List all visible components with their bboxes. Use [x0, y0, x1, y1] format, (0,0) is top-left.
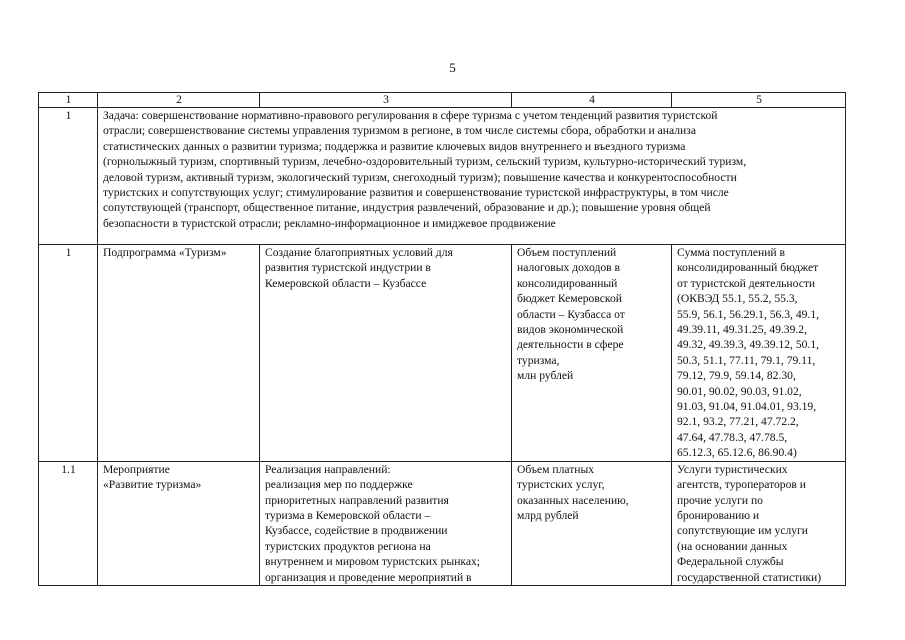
subprogram-name: [98, 245, 260, 462]
activity-description: [260, 461, 512, 585]
activity-name: [98, 461, 260, 585]
cell-line: Услуги туристических: [677, 462, 788, 476]
cell-line: 92.1, 93.2, 77.21, 47.72.2,: [677, 415, 799, 429]
cell-line: 50.3, 51.1, 77.11, 79.1, 79.11,: [677, 353, 816, 367]
cell-line: млрд рублей: [517, 508, 579, 522]
cell-line: Сумма поступлений в: [677, 246, 785, 259]
column-number-3: 3: [260, 93, 512, 108]
cell-line: Мероприятие: [103, 462, 170, 476]
cell-line: 91.03, 91.04, 91.04.01, 93.19,: [677, 400, 817, 414]
cell-line: Объем платных: [517, 462, 595, 476]
cell-line: Подпрограмма «Туризм»: [103, 246, 227, 259]
cell-line: организация и проведение мероприятий в: [265, 570, 472, 584]
column-number-1: 1: [39, 93, 98, 108]
task-text-line: сопутствующей (транспорт, общественное питание, индустрия развлечений, образование и др.); повышение уровня общей: [103, 201, 711, 215]
column-number-2: 2: [98, 93, 260, 108]
cell-line: 55.9, 56.1, 56.29.1, 56.3, 49.1,: [677, 307, 820, 321]
cell-line: млн рублей: [517, 369, 574, 383]
row-number: 1.1: [39, 461, 98, 585]
task-row: [39, 108, 846, 245]
column-number-5: 5: [672, 93, 846, 108]
cell-line: 90.01, 90.02, 90.03, 91.02,: [677, 384, 802, 398]
cell-line: 49.32, 49.39.3, 49.39.12, 50.1,: [677, 338, 820, 352]
activity-indicator: [512, 461, 672, 585]
cell-line: Реализация направлений:: [265, 462, 391, 476]
cell-line: оказанных населению,: [517, 493, 629, 507]
task-text-line: туристских и сопутствующих услуг; стимулирование развития и совершенствование туристской инфраструктуры, в том числе: [103, 186, 729, 200]
cell-line: агентств, туроператоров и: [677, 478, 806, 492]
column-number-4: 4: [512, 93, 672, 108]
cell-line: от туристской деятельности: [677, 276, 816, 290]
cell-line: (ОКВЭД 55.1, 55.2, 55.3,: [677, 292, 798, 306]
cell-line: приоритетных направлений развития: [265, 493, 449, 507]
activity-row: [39, 461, 846, 585]
task-text-line: (горнолыжный туризм, спортивный туризм, лечебно-оздоровительный туризм, сельский туризм, культурно-исторический туризм,: [103, 155, 747, 169]
task-text-line: статистических данных о развитии туризма; поддержка и развитие ключевых видов внутреннего и въездного туризма: [103, 139, 686, 153]
cell-line: области – Кузбасса от: [517, 307, 625, 321]
row-number: 1: [39, 245, 98, 462]
cell-line: консолидированный бюджет: [677, 261, 819, 275]
cell-line: Кемеровской области – Кузбассе: [265, 276, 427, 290]
cell-line: туристских продуктов региона на: [265, 539, 431, 553]
cell-line: деятельности в сфере: [517, 338, 624, 352]
cell-line: реализация мер по поддержке: [265, 478, 413, 492]
cell-line: Кузбассе, содействие в продвижении: [265, 524, 448, 538]
cell-line: консолидированный: [517, 276, 618, 290]
activity-method: [672, 461, 846, 585]
table-header-row: [39, 93, 846, 108]
cell-line: налоговых доходов в: [517, 261, 621, 275]
cell-line: 49.39.11, 49.31.25, 49.39.2,: [677, 323, 807, 337]
cell-line: внутреннем и мировом туристских рынках;: [265, 555, 481, 569]
task-text-line: Задача: совершенствование нормативно-правового регулирования в сфере туризма с учетом тенденций развития туристской: [103, 109, 718, 122]
cell-line: «Развитие туризма»: [103, 478, 202, 492]
cell-line: туризма в Кемеровской области –: [265, 508, 431, 522]
cell-line: сопутствующие им услуги: [677, 524, 809, 538]
cell-line: 47.64, 47.78.3, 47.78.5,: [677, 430, 788, 444]
task-row-number: 1: [39, 108, 98, 245]
subprogram-indicator: [512, 245, 672, 462]
cell-line: развития туристской индустрии в: [265, 261, 431, 275]
cell-line: Объем поступлений: [517, 246, 617, 259]
page-number: 5: [449, 60, 456, 75]
cell-line: 65.12.3, 65.12.6, 86.90.4): [677, 446, 797, 460]
cell-line: (на основании данных: [677, 539, 788, 553]
cell-line: государственной статистики): [677, 570, 822, 584]
cell-line: 79.12, 79.9, 59.14, 82.30,: [677, 369, 796, 383]
cell-line: бронированию и: [677, 508, 760, 522]
task-text-line: отрасли; совершенствование системы управления туризмом в регионе, в том числе системы сбора, обработки и анализа: [103, 124, 696, 138]
task-text-line: безопасности в туристской отрасли; рекламно-информационное и имиджевое продвижение: [103, 216, 556, 230]
program-table: [38, 92, 846, 586]
task-description: [98, 108, 846, 245]
subprogram-row: [39, 245, 846, 462]
cell-line: прочие услуги по: [677, 493, 763, 507]
cell-line: бюджет Кемеровской: [517, 292, 622, 306]
cell-line: Федеральной службы: [677, 555, 784, 569]
cell-line: туризма,: [517, 353, 560, 367]
cell-line: Создание благоприятных условий для: [265, 246, 453, 259]
subprogram-goal: [260, 245, 512, 462]
task-text-line: деловой туризм, активный туризм, экологический туризм, снегоходный туризм); повышение качества и конкурентоспособности: [103, 170, 737, 184]
cell-line: видов экономической: [517, 323, 624, 337]
cell-line: туристских услуг,: [517, 478, 605, 492]
subprogram-method: [672, 245, 846, 462]
